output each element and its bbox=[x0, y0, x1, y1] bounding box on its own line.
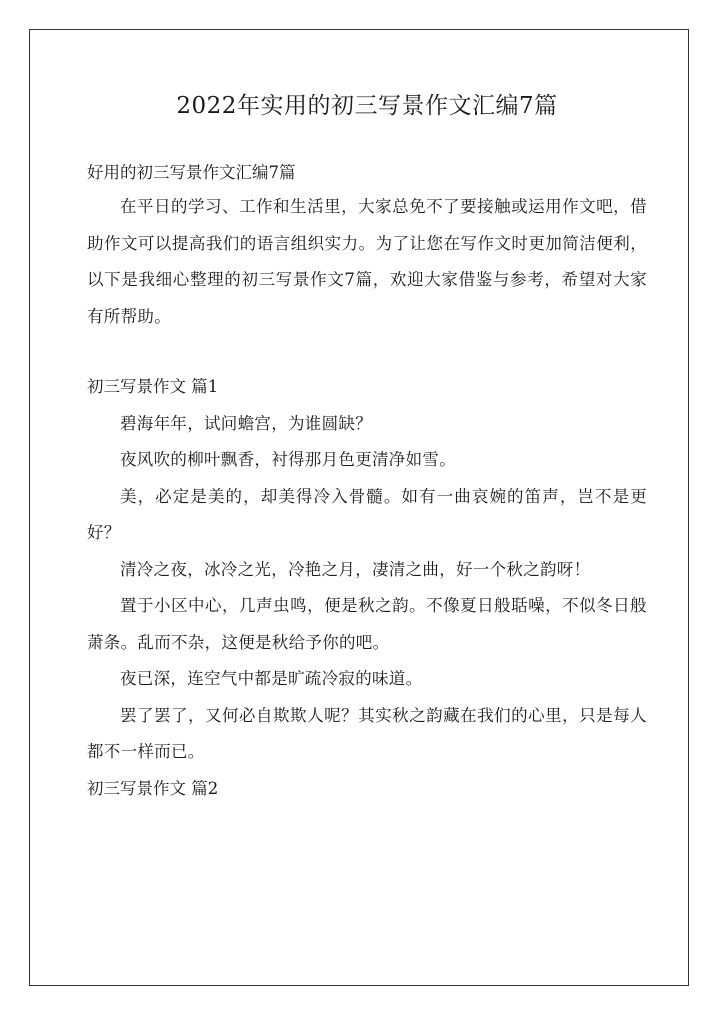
document-title: 2022年实用的初三写景作文汇编7篇 bbox=[176, 93, 558, 119]
section1-paragraph: 美，必定是美的，却美得冷入骨髓。如有一曲哀婉的笛声，岂不是更好？ bbox=[87, 486, 647, 542]
section1-paragraph: 夜风吹的柳叶飘香，衬得那月色更清净如雪。 bbox=[120, 450, 456, 469]
document-content bbox=[87, 90, 647, 807]
section1-paragraph: 置于小区中心，几声虫鸣，便是秋之韵。不像夏日般聒噪，不似冬日般萧条。乱而不杂，这便是秋给予你的吧。 bbox=[87, 596, 647, 652]
section1-paragraph: 罢了罢了，又何必自欺欺人呢？其实秋之韵藏在我们的心里，只是每人都不一样而已。 bbox=[87, 705, 647, 761]
section1-paragraph: 碧海年年，试问蟾宫，为谁圆缺？ bbox=[120, 413, 372, 433]
section-heading-2: 初三写景作文 篇2 bbox=[87, 778, 219, 798]
section1-paragraph: 夜已深，连空气中都是旷疏冷寂的味道。 bbox=[120, 669, 423, 688]
section-heading-1: 初三写景作文 篇1 bbox=[87, 377, 219, 396]
document-subtitle: 好用的初三写景作文汇编7篇 bbox=[87, 163, 296, 182]
section1-paragraph: 清冷之夜，冰冷之光，冷艳之月，凄清之曲，好一个秋之韵呀！ bbox=[120, 559, 591, 579]
document-page bbox=[29, 29, 689, 986]
intro-paragraph: 在平日的学习、工作和生活里，大家总免不了要接触或运用作文吧，借助作文可以提高我们的语言组织实力。为了让您在写作文时更加简洁便利，以下是我细心整理的初三写景作文7篇，欢迎大家借鉴与参考，希望对大家有所帮助。 bbox=[87, 197, 647, 326]
